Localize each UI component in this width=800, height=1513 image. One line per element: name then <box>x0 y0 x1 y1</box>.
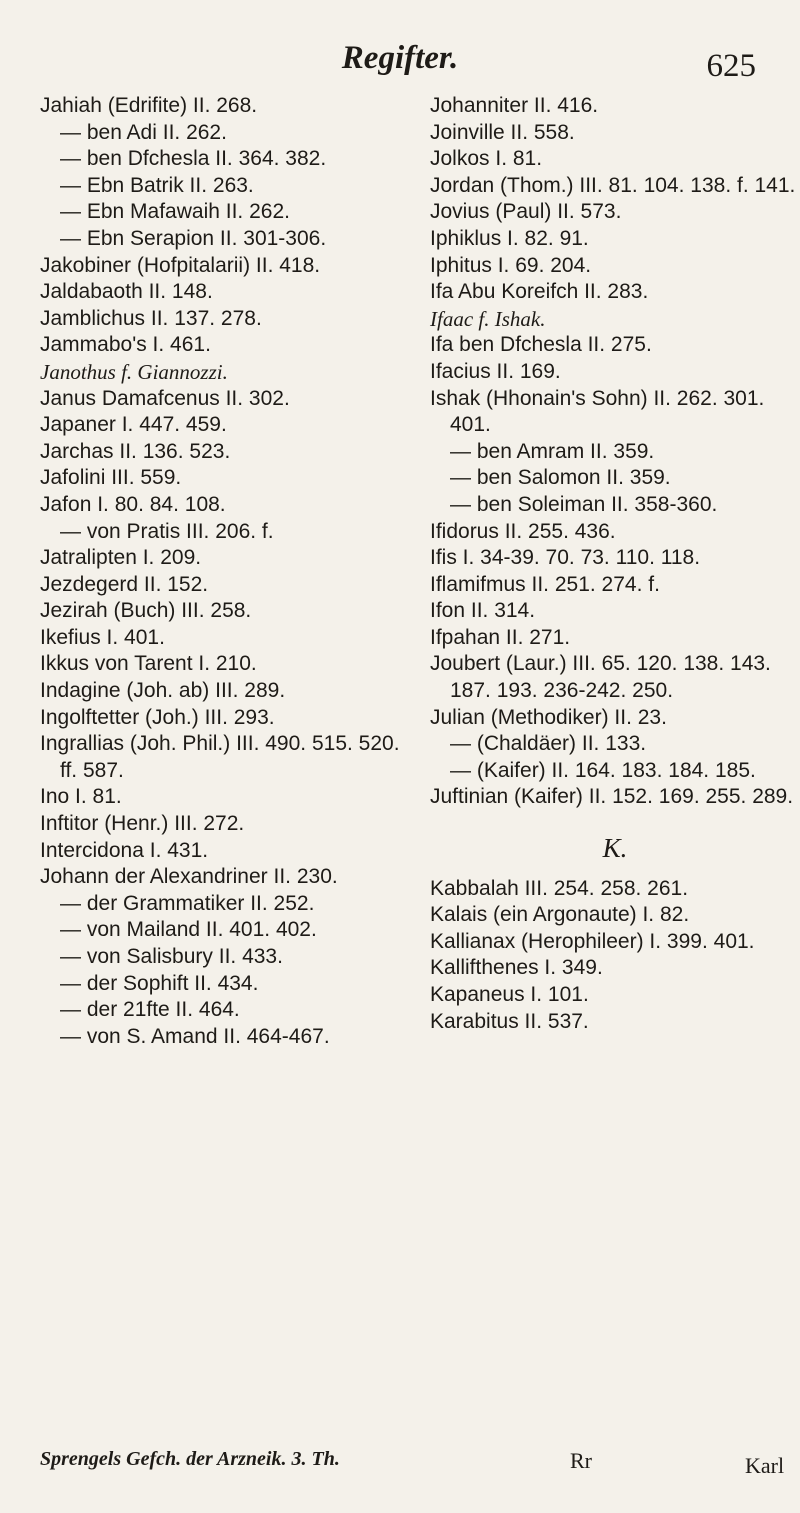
index-entry: Johann der Alexandriner II. 230. <box>40 865 338 889</box>
index-entry: Ifon II. 314. <box>430 599 536 623</box>
index-entry: Kallianax (Herophileer) I. 399. 401. <box>430 929 755 953</box>
index-entry: Jovius (Paul) II. 573. <box>430 200 622 224</box>
index-entry: Ifpahan II. 271. <box>430 625 571 649</box>
index-entry: — von Mailand II. 401. 402. <box>60 918 317 942</box>
index-entry: Jaldabaoth II. 148. <box>40 280 213 304</box>
page-number: 625 <box>706 48 756 84</box>
index-entry: Jafon I. 80. 84. 108. <box>40 492 226 516</box>
catchword: Karl <box>745 1453 785 1478</box>
left-index-column <box>40 93 410 1050</box>
index-entry: Kalais (ein Argonaute) I. 82. <box>430 903 690 927</box>
index-entry: Jarchas II. 136. 523. <box>40 439 231 463</box>
index-entry: — ben Adi II. 262. <box>60 120 227 144</box>
index-entry: Ifa Abu Koreifch II. 283. <box>430 280 649 304</box>
index-entry: — Ebn Mafawaih II. 262. <box>60 200 290 224</box>
index-entry: — der Grammatiker II. 252. <box>60 891 315 915</box>
index-entry: Jafolini III. 559. <box>40 466 182 490</box>
index-entry: Intercidona I. 431. <box>40 838 209 862</box>
index-entry: Iphiklus I. 82. 91. <box>430 226 589 250</box>
index-entry: Johanniter II. 416. <box>430 94 599 117</box>
index-entry: Jezdegerd II. 152. <box>40 572 209 596</box>
index-entry: — ben Salomon II. 359. <box>450 466 671 490</box>
index-entry: Japaner I. 447. 459. <box>40 413 227 437</box>
index-entry: Inftitor (Henr.) III. 272. <box>40 812 245 836</box>
index-entry: — (Kaifer) II. 164. 183. 184. 185. <box>450 758 756 782</box>
index-entry: Jammabo's I. 461. <box>40 333 211 357</box>
index-entry: — von Pratis III. 206. f. <box>60 519 274 543</box>
index-entry: Joinville II. 558. <box>430 120 575 144</box>
index-entry: Indagine (Joh. ab) III. 289. <box>40 679 286 703</box>
index-entry: Ino I. 81. <box>40 785 122 809</box>
running-title: Regifter. <box>341 40 459 76</box>
index-entry: Kapaneus I. 101. <box>430 983 589 1006</box>
section-letter: K. <box>602 833 628 864</box>
index-entry: — der 21fte II. 464. <box>60 998 240 1022</box>
index-entry: Jezirah (Buch) III. 258. <box>40 599 252 623</box>
index-entry: Kallifthenes I. 349. <box>430 956 603 980</box>
index-entry: Jatralipten I. 209. <box>40 546 202 570</box>
index-entry: Ishak (Hhonain's Sohn) II. 262. 301. 401. <box>430 386 765 437</box>
index-entry: Ingrallias (Joh. Phil.) III. 490. 515. 520. ff. 587. <box>40 732 400 782</box>
index-entry: Janus Damafcenus II. 302. <box>40 386 290 410</box>
index-entry: Julian (Methodiker) II. 23. <box>430 705 667 729</box>
index-entry: Jahiah (Edrifite) II. 268. <box>40 94 258 117</box>
index-entry: — von Salisbury II. 433. <box>60 945 283 968</box>
index-entry: Ifidorus II. 255. 436. <box>430 519 616 543</box>
signature-mark: Rr <box>570 1448 592 1473</box>
index-entry: Ifaac f. Ishak. <box>430 306 546 331</box>
index-entry: Karabitus II. 537. <box>430 1009 589 1033</box>
index-entry: Juftinian (Kaifer) II. 152. 169. 255. 289. <box>430 785 794 809</box>
index-entry: Ifis I. 34-39. 70. 73. 110. 118. <box>430 546 701 570</box>
index-entry: Jakobiner (Hofpitalarii) II. 418. <box>40 253 321 277</box>
index-entry: Ikefius I. 401. <box>40 625 165 649</box>
index-entry: Janothus f. Giannozzi. <box>40 359 228 384</box>
index-entry: — (Chaldäer) II. 133. <box>450 732 647 756</box>
index-entry: — ben Dfchesla II. 364. 382. <box>60 147 327 171</box>
index-entry: Ingolftetter (Joh.) III. 293. <box>40 705 275 729</box>
right-index-column <box>430 93 800 1035</box>
index-entry: Iphitus I. 69. 204. <box>430 253 592 277</box>
index-entry: Jamblichus II. 137. 278. <box>40 306 262 330</box>
index-entry: — Ebn Batrik II. 263. <box>60 173 254 197</box>
index-entry: Ifacius II. 169. <box>430 359 561 383</box>
index-entry: — ben Soleiman II. 358-360. <box>450 492 718 516</box>
index-entry: Ikkus von Tarent I. 210. <box>40 652 257 676</box>
index-entry: — ben Amram II. 359. <box>450 439 655 463</box>
index-entry: Kabbalah III. 254. 258. 261. <box>430 876 689 900</box>
index-entry: Jolkos I. 81. <box>430 147 543 171</box>
index-entry: Ifa ben Dfchesla II. 275. <box>430 333 652 357</box>
index-entry: Joubert (Laur.) III. 65. 120. 138. 143. 187. 193. 236-242. 250. <box>430 652 771 703</box>
index-entry: Jordan (Thom.) III. 81. 104. 138. f. 141. <box>430 173 796 197</box>
index-entry: — von S. Amand II. 464-467. <box>60 1024 330 1048</box>
running-foot: Sprengels Gefch. der Arzneik. 3. Th. <box>40 1448 340 1470</box>
index-entry: — der Sophift II. 434. <box>60 971 259 995</box>
index-entry: Iflamifmus II. 251. 274. f. <box>430 572 660 596</box>
index-entry: — Ebn Serapion II. 301-306. <box>60 226 327 250</box>
